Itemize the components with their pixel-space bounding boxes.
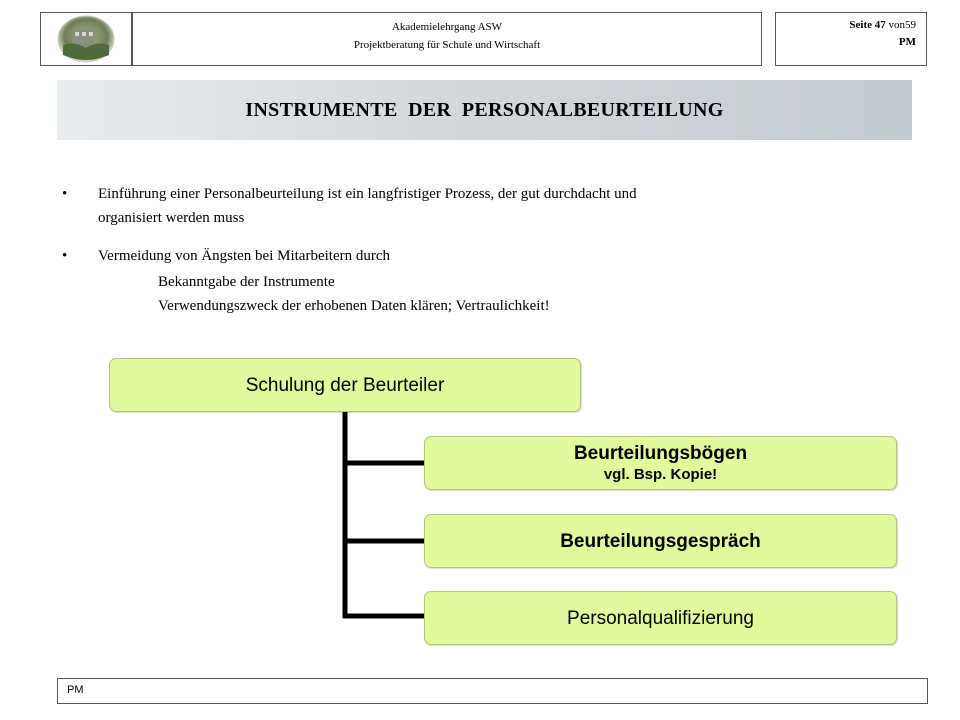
node-1-sub: vgl. Bsp. Kopie! xyxy=(603,466,718,483)
page-total: 59 xyxy=(905,19,916,31)
bullet-2-line1: Vermeidung von Ängsten bei Mitarbeitern durch xyxy=(98,248,391,264)
header-author: PM xyxy=(898,36,916,48)
bullet-marker-1: • xyxy=(62,186,68,202)
bullet-1-line1: Einführung einer Personalbeurteilung ist ein langfristiger Prozess, der gut durchdacht und xyxy=(98,186,637,202)
page-label: Seite xyxy=(849,19,872,31)
node-beurteilungsgespraech: Beurteilungsgespräch xyxy=(424,514,897,568)
node-beurteilungsboegen xyxy=(424,436,897,490)
page-of: von xyxy=(888,19,905,31)
bullet-1-line2: organisiert werden muss xyxy=(98,210,245,226)
page-title: INSTRUMENTE DER PERSONALBEURTEILUNG xyxy=(245,98,724,121)
footer xyxy=(57,678,928,704)
bullet-2-sub1: Bekanntgabe der Instrumente xyxy=(158,274,335,290)
header-line1: Akademielehrgang ASW xyxy=(391,21,503,33)
page-current: 47 xyxy=(874,19,886,31)
bullet-2-sub2: Verwendungszweck der erhobenen Daten klären; Vertraulichkeit! xyxy=(158,298,550,314)
node-personalqualifizierung: Personalqualifizierung xyxy=(424,591,897,645)
header-line2: Projektberatung für Schule und Wirtschaft xyxy=(353,39,541,51)
footer-text: PM xyxy=(67,684,84,696)
node-schulung: Schulung der Beurteiler xyxy=(109,358,581,412)
bullet-marker-2: • xyxy=(62,248,68,264)
node-1-title: Beurteilungsbögen xyxy=(573,443,748,464)
